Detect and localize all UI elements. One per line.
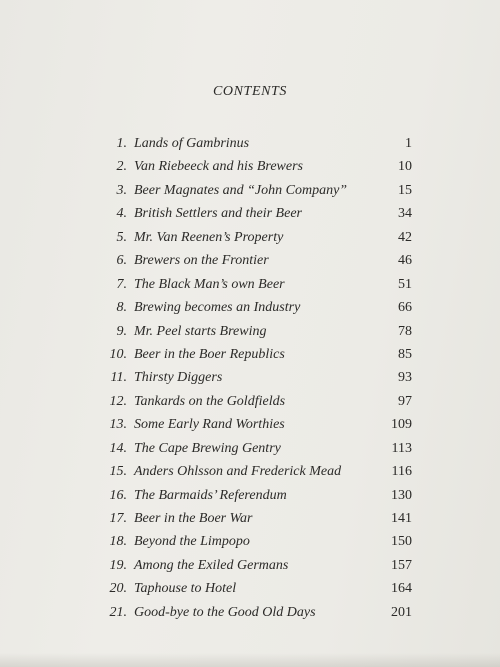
chapter-number: 7. <box>116 276 127 292</box>
chapter-number: 14. <box>109 440 127 456</box>
toc-entry <box>0 134 500 157</box>
toc-entry <box>0 462 500 485</box>
toc-entry <box>0 345 500 368</box>
chapter-title: Brewing becomes an Industry <box>134 300 301 316</box>
page-bottom-edge <box>0 653 500 667</box>
chapter-title: Beyond the Limpopo <box>134 534 250 550</box>
chapter-number: 1. <box>116 136 127 151</box>
page-number: 46 <box>398 253 412 269</box>
page-number: 164 <box>391 581 412 597</box>
page-number: 109 <box>391 417 412 433</box>
toc-entry <box>0 368 500 391</box>
page-number: 10 <box>398 159 412 175</box>
chapter-number: 17. <box>109 511 127 526</box>
chapter-title: Beer Magnates and “John Company” <box>134 182 348 198</box>
chapter-title: The Black Man’s own Beer <box>134 276 285 292</box>
chapter-number: 9. <box>116 323 127 339</box>
chapter-number: 6. <box>116 253 127 269</box>
toc-entry <box>0 556 500 579</box>
page-number: 85 <box>398 346 412 362</box>
page-number: 150 <box>391 534 412 550</box>
chapter-title: Beer in the Boer Republics <box>134 346 285 362</box>
chapter-number: 21. <box>109 604 127 620</box>
toc-entry <box>0 439 500 462</box>
toc-entry <box>0 392 500 415</box>
chapter-title: Thirsty Diggers <box>134 370 223 386</box>
toc-entry <box>0 486 500 509</box>
page-number: 15 <box>398 182 412 198</box>
chapter-title: The Cape Brewing Gentry <box>134 440 281 456</box>
chapter-title: The Barmaids’ Referendum <box>134 487 287 503</box>
chapter-number: 5. <box>116 229 127 245</box>
toc-entry <box>0 275 500 298</box>
toc-entry <box>0 157 500 180</box>
page-number: 97 <box>398 393 412 409</box>
page-number: 201 <box>391 604 412 620</box>
page-number: 93 <box>398 370 412 386</box>
chapter-number: 11. <box>110 370 127 386</box>
toc-entry <box>0 509 500 532</box>
toc-entry <box>0 415 500 438</box>
chapter-number: 16. <box>109 487 127 503</box>
chapter-title: Good-bye to the Good Old Days <box>134 604 316 620</box>
toc-entry <box>0 298 500 321</box>
chapter-number: 12. <box>109 393 127 409</box>
page-number: 78 <box>398 323 412 339</box>
chapter-number: 10. <box>109 346 127 362</box>
contents-title: CONTENTS <box>212 84 288 99</box>
toc-entry <box>0 228 500 251</box>
page-number: 34 <box>398 206 412 222</box>
page-number: 130 <box>391 487 412 503</box>
chapter-number: 20. <box>109 581 127 597</box>
chapter-title: Van Riebeeck and his Brewers <box>134 159 303 175</box>
page-number: 51 <box>398 276 412 292</box>
toc-entry <box>0 181 500 204</box>
toc-entry <box>0 532 500 555</box>
page-number: 157 <box>391 557 412 573</box>
table-of-contents <box>0 134 500 626</box>
chapter-title: Tankards on the Goldfields <box>134 393 286 409</box>
page-number: 116 <box>391 464 412 480</box>
chapter-title: Lands of Gambrinus <box>134 136 250 151</box>
chapter-number: 8. <box>116 300 127 316</box>
toc-entry <box>0 579 500 602</box>
chapter-number: 18. <box>109 534 127 550</box>
page-number: 66 <box>398 300 412 316</box>
page-number: 42 <box>398 229 412 245</box>
toc-entry <box>0 251 500 274</box>
chapter-title: Mr. Peel starts Brewing <box>134 323 267 339</box>
toc-entry <box>0 204 500 227</box>
toc-entry <box>0 322 500 345</box>
page-number: 113 <box>391 440 412 456</box>
chapter-number: 13. <box>109 417 127 433</box>
page-number: 1 <box>405 136 412 151</box>
chapter-number: 15. <box>109 464 127 480</box>
chapter-title: Mr. Van Reenen’s Property <box>134 229 284 245</box>
chapter-title: Brewers on the Frontier <box>134 253 269 269</box>
chapter-title: Anders Ohlsson and Frederick Mead <box>134 464 342 480</box>
chapter-number: 4. <box>116 206 127 222</box>
chapter-title: Taphouse to Hotel <box>134 581 237 597</box>
chapter-number: 19. <box>109 557 127 573</box>
page-number: 141 <box>391 511 412 526</box>
chapter-title: Beer in the Boer War <box>134 511 253 526</box>
chapter-title: British Settlers and their Beer <box>134 206 302 222</box>
toc-entry <box>0 603 500 626</box>
chapter-title: Among the Exiled Germans <box>134 557 289 573</box>
chapter-number: 2. <box>116 159 127 175</box>
chapter-title: Some Early Rand Worthies <box>134 417 285 433</box>
chapter-number: 3. <box>116 182 127 198</box>
